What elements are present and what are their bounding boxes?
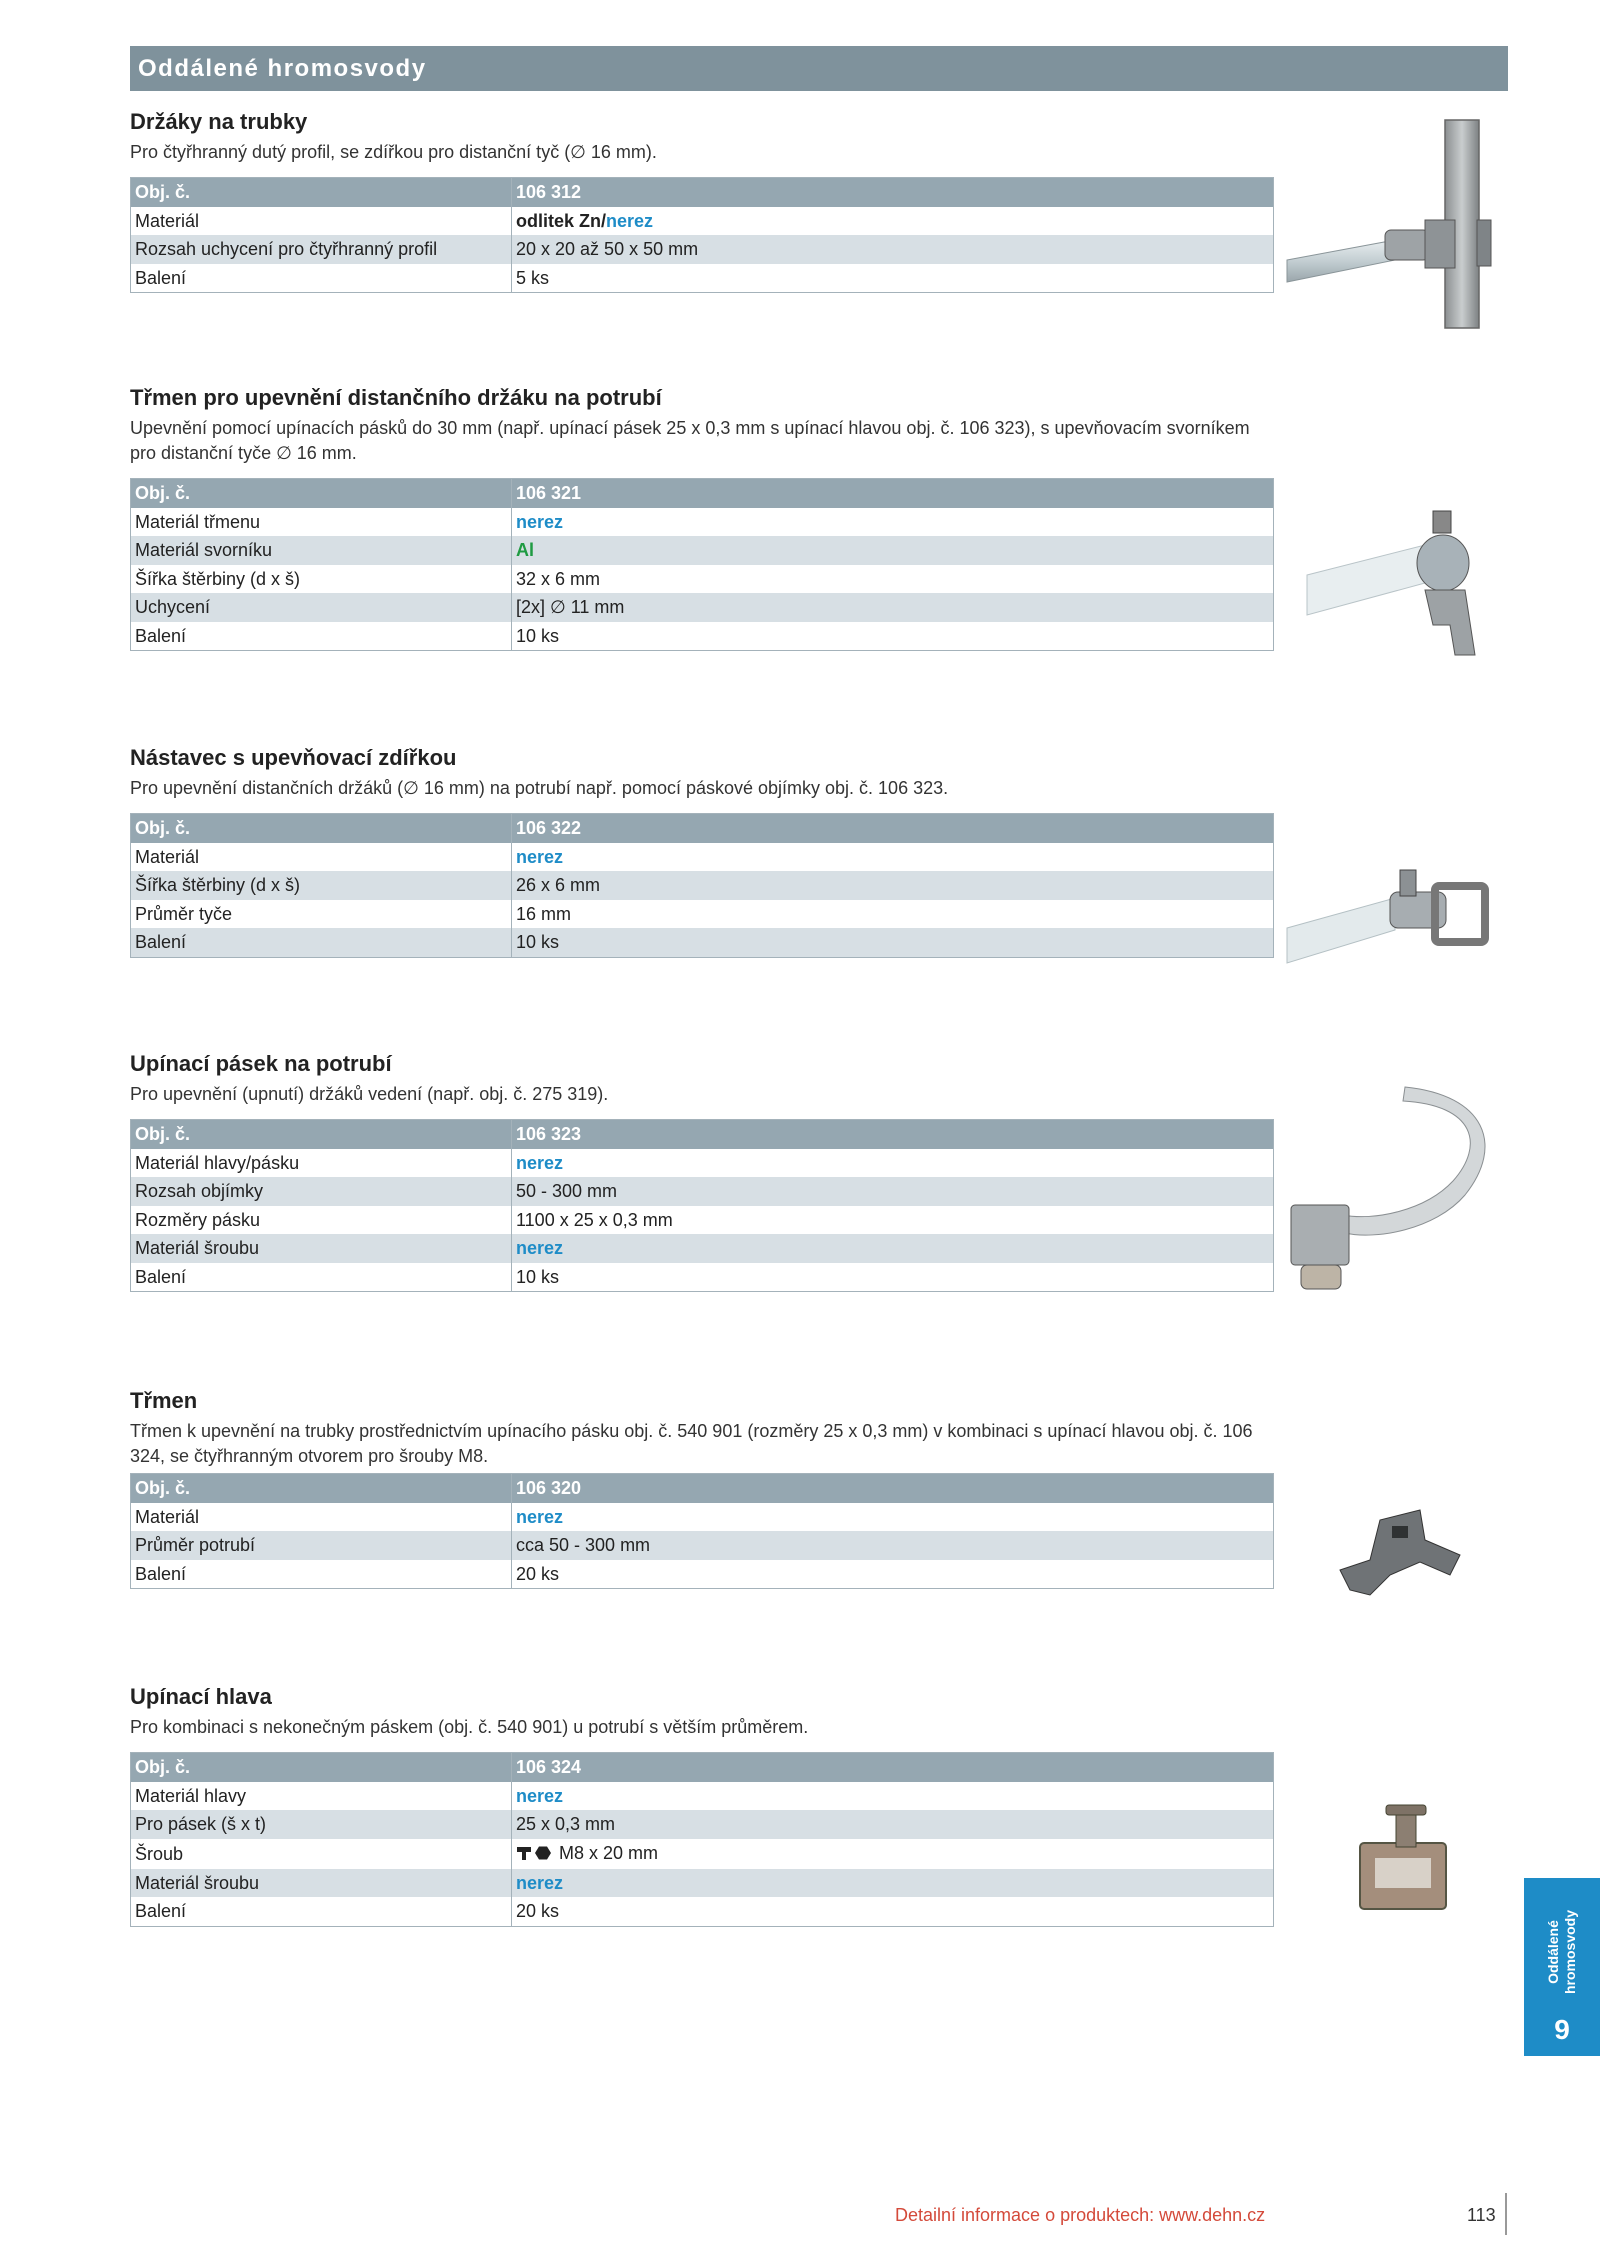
table-cell-label: Materiál svorníku [131, 536, 512, 565]
table-cell-label: Materiál šroubu [131, 1234, 512, 1263]
table-header-row [131, 1120, 1274, 1149]
table-cell-value: 106 324 [512, 1753, 1274, 1782]
chapter-number: 9 [1554, 2014, 1570, 2045]
table-header-row [131, 178, 1274, 207]
screw-value: M8 x 20 mm [559, 1842, 659, 1863]
table-cell-label: Materiál hlavy [131, 1782, 512, 1811]
pipe-bracket-image [1305, 505, 1490, 665]
table-row [131, 1531, 1274, 1560]
section-description: Pro upevnění (upnutí) držáků vedení (např. obj. č. 275 319). [130, 1084, 609, 1104]
table-cell-value: 106 312 [512, 178, 1274, 207]
table-cell-value: nerez [512, 1869, 1274, 1898]
table-cell-value: nerez [512, 1234, 1274, 1263]
table-cell-label: Materiál hlavy/pásku [131, 1149, 512, 1178]
table-row [131, 536, 1274, 565]
spec-table [130, 478, 1274, 651]
pipe-strap-image [1285, 1085, 1520, 1310]
table-cell-value [512, 1839, 1274, 1869]
section-clamping-head [130, 1683, 1274, 1927]
section-pipe-holders [130, 108, 1274, 293]
table-cell-label: Materiál [131, 1503, 512, 1532]
table-row [131, 565, 1274, 594]
table-cell-value: 5 ks [516, 267, 550, 288]
section-description: Pro čtyřhranný dutý profil, se zdířkou pro distanční tyč (∅ 16 mm). [130, 142, 657, 162]
table-row [131, 1869, 1274, 1898]
table-header-row [131, 1474, 1274, 1503]
table-cell-value: nerez [516, 511, 564, 532]
table-cell-label: Obj. č. [131, 1753, 512, 1782]
chapter-side-tab [1524, 1878, 1600, 2056]
table-header-row [131, 1753, 1274, 1782]
table-cell-value: nerez [516, 1152, 564, 1173]
table-cell-label: Rozměry pásku [131, 1206, 512, 1235]
table-row [131, 1263, 1274, 1292]
table-row [131, 593, 1274, 622]
section-title: Nástavec s upevňovací zdířkou [130, 745, 457, 770]
chapter-label-line2: hromosvody [1562, 1910, 1578, 1995]
table-cell-value: Al [512, 536, 1274, 565]
table-cell-value: nerez [516, 846, 564, 867]
table-cell-label: Balení [131, 1897, 512, 1926]
table-cell-label: Materiál třmenu [131, 508, 512, 537]
table-cell-value: 20 x 20 až 50 x 50 mm [512, 235, 1274, 264]
table-cell-label: Materiál šroubu [131, 1869, 512, 1898]
table-cell-value [512, 207, 1274, 236]
table-cell-label: Uchycení [131, 593, 512, 622]
page-header-title: Oddálené hromosvody [138, 55, 427, 82]
table-cell-label: Materiál [131, 207, 512, 236]
table-row [131, 1206, 1274, 1235]
table-cell-value: nerez [516, 1506, 564, 1527]
table-cell-value: 106 322 [512, 814, 1274, 843]
table-cell-value: nerez [516, 1785, 564, 1806]
table-row [131, 508, 1274, 537]
table-cell-label: Šroub [131, 1839, 512, 1869]
bracket-image [1330, 1500, 1470, 1610]
table-cell-value: 106 320 [512, 1474, 1274, 1503]
chapter-label-line1: Oddálené [1545, 1920, 1561, 1984]
table-cell-value: 10 ks [512, 928, 1274, 957]
material-value-extra: nerez [606, 210, 654, 231]
table-cell-label: Materiál [131, 843, 512, 872]
table-cell-value: 16 mm [516, 903, 572, 924]
table-row [131, 622, 1274, 651]
table-cell-label: Průměr tyče [131, 900, 512, 929]
table-cell-value: 25 x 0,3 mm [512, 1810, 1274, 1839]
table-cell-value: 1100 x 25 x 0,3 mm [516, 1209, 673, 1230]
pipe-holder-image [1285, 112, 1520, 337]
table-cell-label: Rozsah uchycení pro čtyřhranný profil [131, 235, 512, 264]
table-row [131, 843, 1274, 872]
spec-table [130, 1119, 1274, 1292]
table-row [131, 871, 1274, 900]
table-cell-value: [2x] ∅ 11 mm [512, 593, 1274, 622]
spec-table [130, 1473, 1274, 1589]
material-value: odlitek Zn/ [516, 210, 606, 231]
table-row [131, 1839, 1274, 1869]
table-cell-value: 106 323 [512, 1120, 1274, 1149]
table-cell-label: Šířka štěrbiny (d x š) [131, 871, 512, 900]
table-row [131, 1177, 1274, 1206]
table-cell-label: Balení [131, 928, 512, 957]
table-cell-label: Obj. č. [131, 178, 512, 207]
hex-nut-icon [535, 1841, 551, 1869]
section-title: Upínací hlava [130, 1684, 272, 1709]
table-cell-label: Obj. č. [131, 1120, 512, 1149]
section-mounting-adapter [130, 744, 1274, 958]
table-row [131, 900, 1274, 929]
table-row [131, 1560, 1274, 1589]
section-pipe-strap [130, 1050, 1274, 1292]
section-title: Třmen [130, 1388, 198, 1413]
table-cell-label: Pro pásek (š x t) [131, 1810, 512, 1839]
table-row [131, 1503, 1274, 1532]
table-cell-value: 20 ks [516, 1901, 560, 1922]
page-header-bar [130, 46, 1508, 91]
table-row [131, 1810, 1274, 1839]
table-cell-label: Obj. č. [131, 479, 512, 508]
table-cell-value: 20 ks [516, 1563, 560, 1584]
page-number: 113 [1467, 2205, 1496, 2225]
table-row [131, 1149, 1274, 1178]
bolt-head-icon [516, 1841, 532, 1869]
clamping-head-image [1340, 1803, 1470, 1933]
table-cell-label: Šířka štěrbiny (d x š) [131, 565, 512, 594]
section-title: Držáky na trubky [130, 109, 308, 134]
table-cell-value: cca 50 - 300 mm [512, 1531, 1274, 1560]
section-description: Pro upevnění distančních držáků (∅ 16 mm) na potrubí např. pomocí páskové objímky obj. č. 106 323. [130, 778, 949, 798]
table-cell-label: Obj. č. [131, 1474, 512, 1503]
table-header-row [131, 814, 1274, 843]
footer-divider [1505, 2193, 1507, 2235]
footer-product-info-link[interactable]: Detailní informace o produktech: www.dehn.cz [895, 2205, 1266, 2225]
table-row [131, 264, 1274, 293]
section-description: Upevnění pomocí upínacích pásků do 30 mm (např. upínací pásek 25 x 0,3 mm s upínací hlavou obj. č. 106 323), s upevňovacím svorníkem pro distanční tyče ∅ 16 mm. [130, 418, 1250, 463]
table-cell-label: Průměr potrubí [131, 1531, 512, 1560]
spec-table [130, 813, 1274, 958]
table-cell-value: 50 - 300 mm [512, 1177, 1274, 1206]
table-cell-value: 10 ks [516, 1266, 560, 1287]
section-description: Pro kombinaci s nekonečným páskem (obj. č. 540 901) u potrubí s větším průměrem. [130, 1717, 809, 1737]
table-cell-value: 26 x 6 mm [512, 871, 1274, 900]
table-cell-label: Balení [131, 622, 512, 651]
section-title: Upínací pásek na potrubí [130, 1051, 392, 1076]
chapter-side-tab-label [1545, 1877, 1579, 2027]
table-row [131, 1782, 1274, 1811]
table-row [131, 235, 1274, 264]
table-cell-label: Balení [131, 1560, 512, 1589]
table-row [131, 1897, 1274, 1926]
table-row [131, 1234, 1274, 1263]
section-pipe-bracket [130, 384, 1274, 651]
table-cell-value: 32 x 6 mm [516, 568, 601, 589]
mounting-adapter-image [1285, 868, 1520, 983]
table-header-row [131, 479, 1274, 508]
table-cell-label: Rozsah objímky [131, 1177, 512, 1206]
spec-table [130, 1752, 1274, 1927]
table-cell-label: Balení [131, 264, 512, 293]
section-bracket [130, 1387, 1274, 1589]
section-title: Třmen pro upevnění distančního držáku na potrubí [130, 385, 662, 410]
section-description: Třmen k upevnění na trubky prostřednictvím upínacího pásku obj. č. 540 901 (rozměry 25 x 0,3 mm) v kombinaci s upínací hlavou obj. č. 106 324, se čtyřhranným otvorem pro šrouby M8. [130, 1421, 1253, 1466]
table-row [131, 928, 1274, 957]
table-cell-value: 10 ks [516, 625, 560, 646]
table-cell-label: Balení [131, 1263, 512, 1292]
table-cell-label: Obj. č. [131, 814, 512, 843]
table-row [131, 207, 1274, 236]
table-cell-value: 106 321 [512, 479, 1274, 508]
spec-table [130, 177, 1274, 293]
